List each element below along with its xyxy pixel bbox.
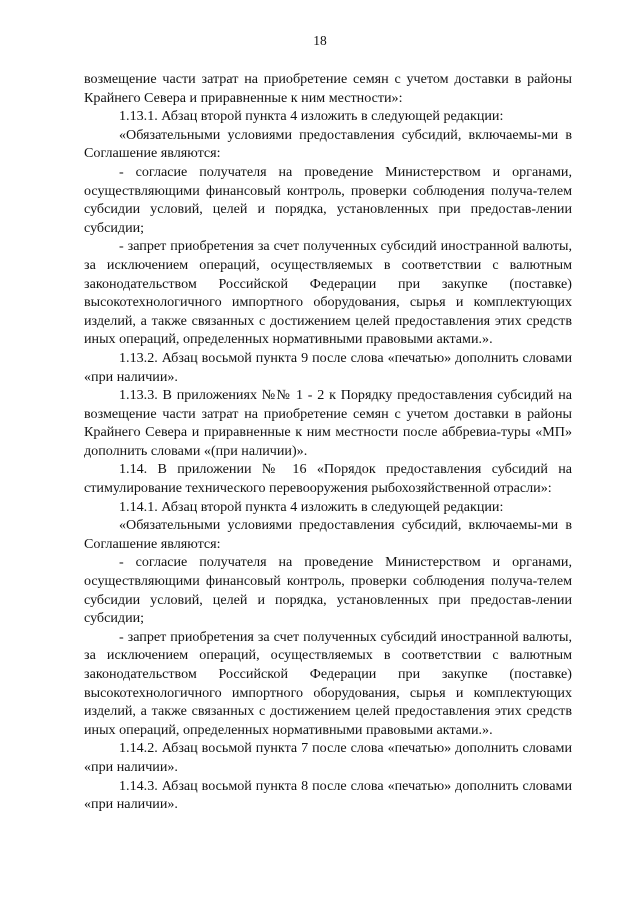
- paragraph: возмещение части затрат на приобретение семян с учетом доставки в районы Крайнего Севера и приравненные к ним местности»:: [84, 71, 572, 106]
- paragraph: - согласие получателя на проведение Министерством и органами, осуществляющими финансовый контроль, проверки соблюдения получа-телем субсидии условий, целей и порядка, установленных при предостав-лении субсидии;: [84, 554, 572, 627]
- paragraph: - запрет приобретения за счет полученных субсидий иностранной валюты, за исключением операций, осуществляемых в соответствии с валютным законодательством Российской Федерации при закупке (поставке) высокотехнологичного импортного оборудования, сырья и комплектующих изделий, а также связанных с достижением целей предоставления этих средств иных операций, определенных нормативными правовыми актами.».: [84, 628, 572, 738]
- paragraph: - согласие получателя на проведение Министерством и органами, осуществляющими финансовый контроль, проверки соблюдения получа-телем субсидии условий, целей и порядка, установленных при предостав-лении субсидии;: [84, 163, 572, 236]
- paragraph: - запрет приобретения за счет полученных субсидий иностранной валюты, за исключением операций, осуществляемых в соответствии с валютным законодательством Российской Федерации при закупке (поставке) высокотехнологичного импортного оборудования, сырья и комплектующих изделий, а также связанных с достижением целей предоставления этих средств иных операций, определенных нормативными правовыми актами.».: [84, 238, 572, 348]
- paragraph: «Обязательными условиями предоставления субсидий, включаемы-ми в Соглашение являются:: [84, 126, 572, 162]
- paragraph: «Обязательными условиями предоставления субсидий, включаемы-ми в Соглашение являются:: [84, 517, 572, 552]
- paragraph: 1.13.1. Абзац второй пункта 4 изложить в следующей редакции:: [119, 108, 504, 125]
- page-number: 18: [313, 33, 327, 48]
- paragraph: 1.13.3. В приложениях №№ 1 - 2 к Порядку предоставления субсидий на возмещение части затрат на приобретение семян с учетом доставки в районы Крайнего Севера и приравненные к ним местности после аббревиа-туры «МП» дополнить словами «(при наличии)».: [84, 387, 572, 459]
- paragraph: 1.14.3. Абзац восьмой пункта 8 после слова «печатью» дополнить словами «при наличии».: [84, 777, 572, 813]
- paragraph: 1.14. В приложении № 16 «Порядок предоставления субсидий на стимулирование технического перевооружения рыбохозяйственной отрасли»:: [84, 461, 572, 497]
- paragraph: 1.13.2. Абзац восьмой пункта 9 после слова «печатью» дополнить словами «при наличии».: [84, 349, 572, 385]
- paragraph: 1.14.2. Абзац восьмой пункта 7 после слова «печатью» дополнить словами «при наличии».: [84, 740, 572, 775]
- document-body: [84, 70, 572, 814]
- paragraph: 1.14.1. Абзац второй пункта 4 изложить в следующей редакции:: [119, 498, 504, 515]
